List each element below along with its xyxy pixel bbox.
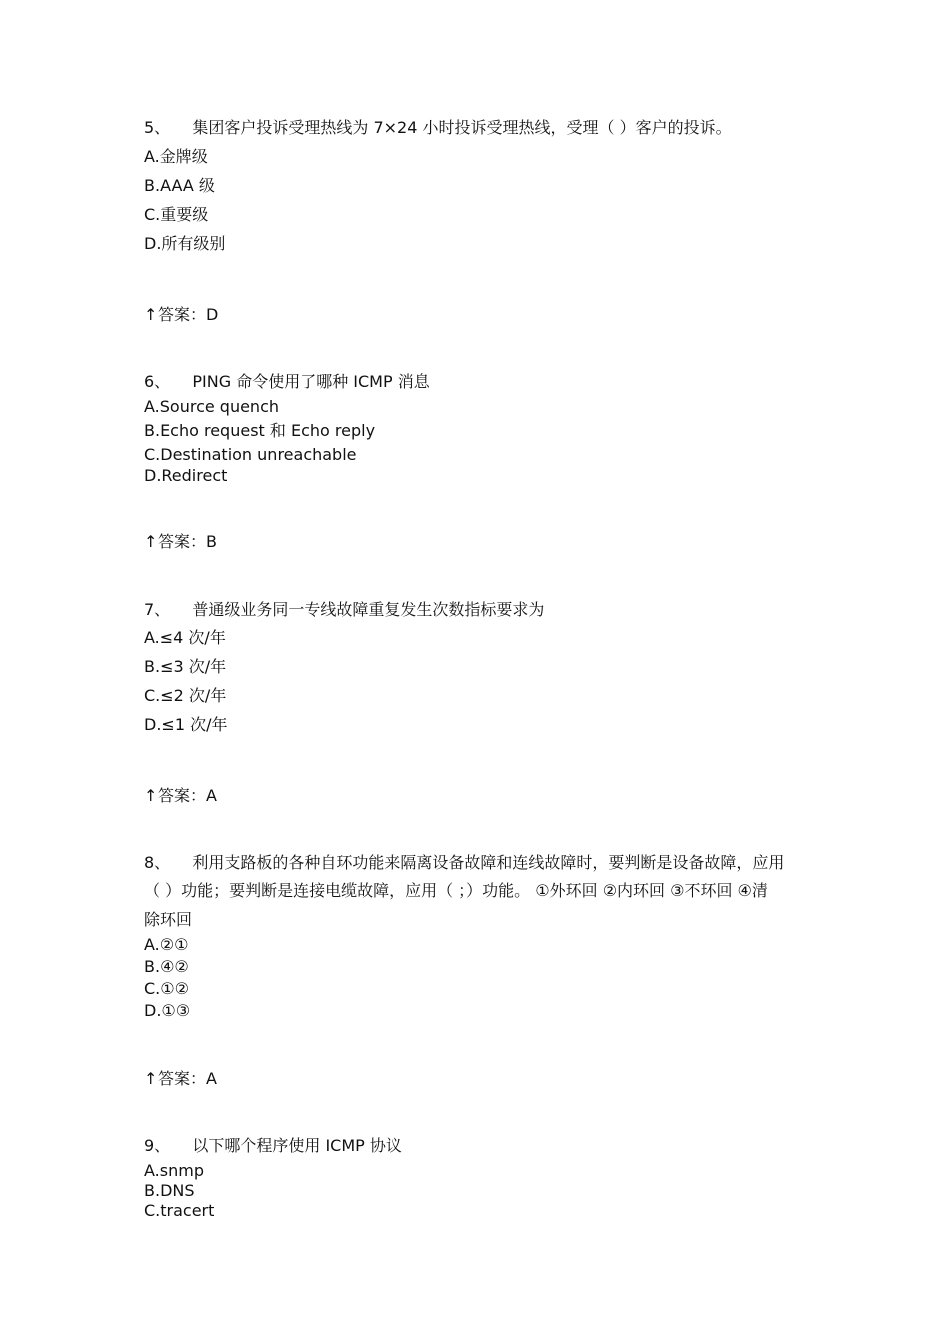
up-arrow-icon: ↑ (144, 532, 158, 551)
answer-8 (144, 1069, 217, 1089)
question-stem-line: 除环回 (144, 910, 193, 929)
option-c: C.≤2 次/年 (144, 686, 227, 705)
option-c: C.tracert (144, 1201, 215, 1220)
question-stem-line: （ ）功能；要判断是连接电缆故障，应用（ ；）功能。 ①外环回 ②内环回 ③不环回 ④清 (144, 881, 768, 900)
question-stem-line: PING 命令使用了哪种 ICMP 消息 (192, 372, 430, 391)
option-a: A.金牌级 (144, 147, 208, 166)
question-number: 7、 (144, 600, 171, 619)
answer-text: 答案：D (158, 305, 219, 324)
option-b: B.≤3 次/年 (144, 657, 227, 676)
option-a: A.②① (144, 935, 189, 954)
question-8-stem (144, 853, 784, 873)
answer-6 (144, 532, 217, 552)
answer-7 (144, 786, 217, 806)
answer-text: 答案：A (158, 1069, 217, 1088)
up-arrow-icon: ↑ (144, 305, 158, 324)
option-b: B.AAA 级 (144, 176, 215, 195)
up-arrow-icon: ↑ (144, 1069, 158, 1088)
up-arrow-icon: ↑ (144, 786, 158, 805)
option-b: B.Echo request 和 Echo reply (144, 421, 376, 440)
option-b: B.④② (144, 957, 189, 976)
question-7-stem (144, 600, 544, 620)
question-6-stem (144, 372, 430, 392)
question-number: 9、 (144, 1136, 171, 1155)
answer-text: 答案：B (158, 532, 217, 551)
question-stem-line: 普通级业务同一专线故障重复发生次数指标要求为 (192, 600, 545, 619)
option-a: A.Source quench (144, 397, 280, 416)
question-9-stem (144, 1136, 402, 1156)
option-d: D.所有级别 (144, 234, 226, 253)
option-b: B.DNS (144, 1181, 195, 1200)
answer-5 (144, 305, 218, 325)
question-stem-line: 利用支路板的各种自环功能来隔离设备故障和连线故障时，要判断是设备故障，应用 (192, 853, 785, 872)
option-d: D.Redirect (144, 466, 228, 485)
option-c: C.①② (144, 979, 189, 998)
option-a: A.snmp (144, 1161, 204, 1180)
answer-text: 答案：A (158, 786, 217, 805)
question-number: 8、 (144, 853, 171, 872)
option-a: A.≤4 次/年 (144, 628, 226, 647)
question-stem-line: 以下哪个程序使用 ICMP 协议 (192, 1136, 402, 1155)
option-d: D.①③ (144, 1001, 191, 1020)
question-5-stem (144, 118, 732, 138)
question-number: 5、 (144, 118, 171, 137)
option-c: C.重要级 (144, 205, 209, 224)
question-stem-line: 集团客户投诉受理热线为 7×24 小时投诉受理热线，受理（ ）客户的投诉。 (192, 118, 732, 137)
question-number: 6、 (144, 372, 171, 391)
option-d: D.≤1 次/年 (144, 715, 228, 734)
option-c: C.Destination unreachable (144, 445, 357, 464)
